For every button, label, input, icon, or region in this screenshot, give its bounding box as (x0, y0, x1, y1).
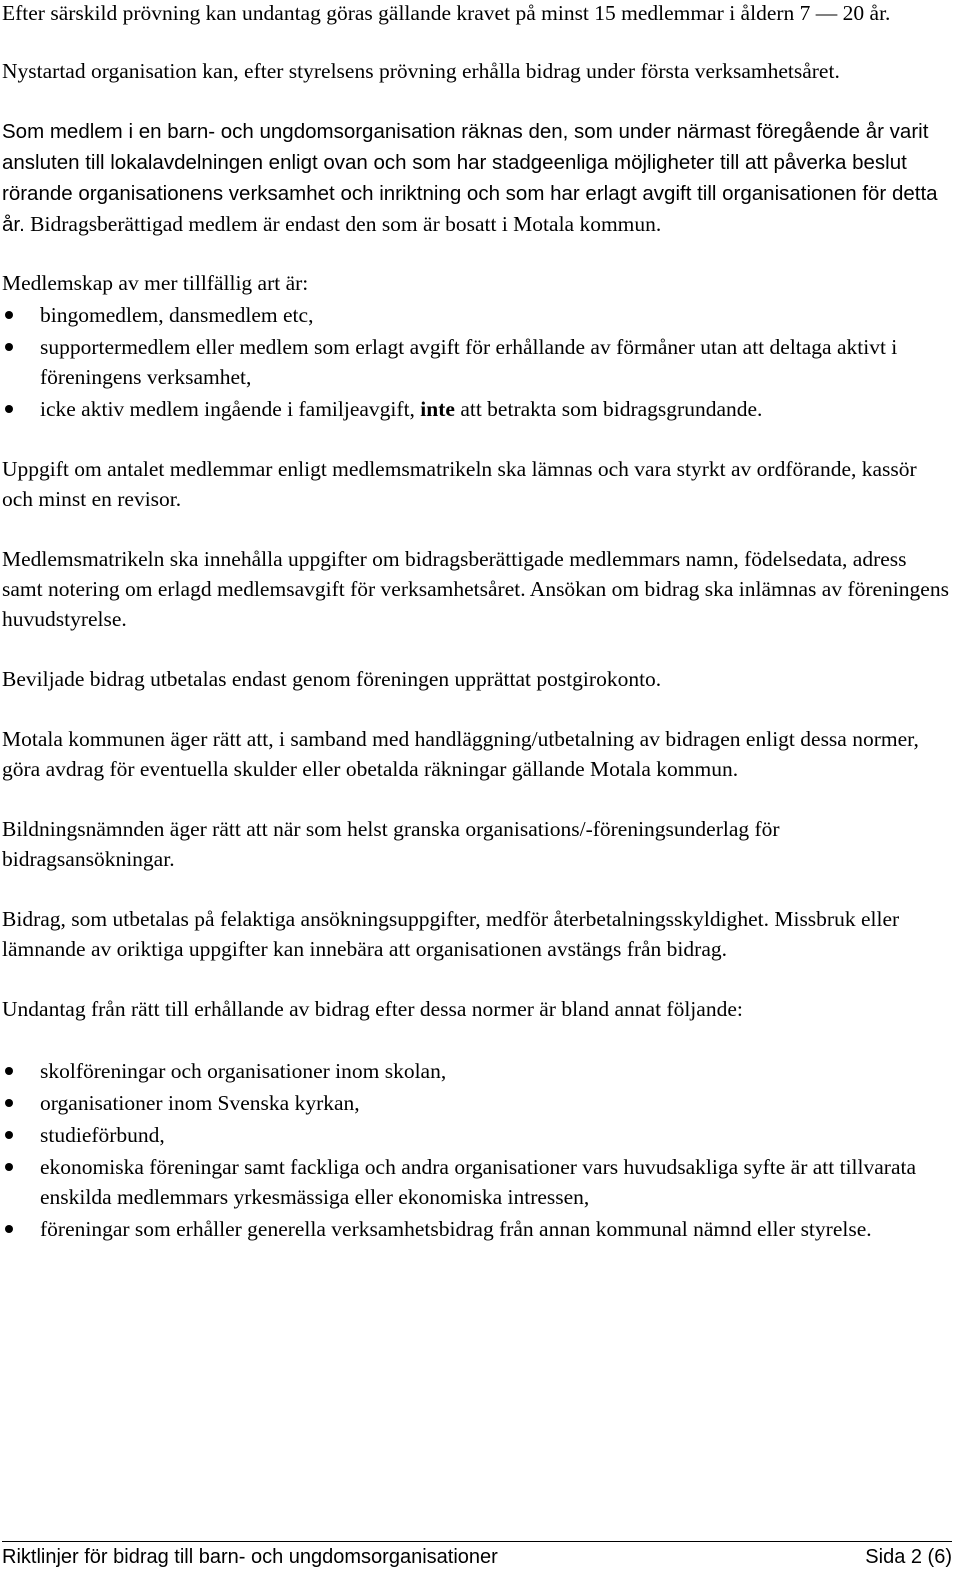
list-item-text: icke aktiv medlem ingående i familjeavgift, (40, 397, 421, 421)
paragraph-member-register: Medlemsmatrikeln ska innehålla uppgifter om bidragsberättigade medlemmars namn, födelsedata, adress samt notering om erlagd medlemsavgift för verksamhetsåret. Ansökan om bidrag ska inlämnas av föreningens huvudstyrelse. (2, 547, 949, 631)
list-item (2, 394, 950, 424)
paragraph-exemption-members: Efter särskild prövning kan undantag göras gällande kravet på minst 15 medlemmar i åldern 7 — 20 år. (2, 1, 891, 25)
paragraph-temporary-membership-intro: Medlemskap av mer tillfällig art är: (2, 271, 309, 295)
list-item: studieförbund, (2, 1120, 950, 1150)
paragraph-member-count: Uppgift om antalet medlemmar enligt medlemsmatrikeln ska lämnas och vara styrkt av ordförande, kassör och minst en revisor. (2, 457, 917, 511)
list-item: bingomedlem, dansmedlem etc, (2, 300, 950, 330)
list-item-text: att betrakta som bidragsgrundande. (454, 397, 763, 421)
paragraph-audit: Bildningsnämnden äger rätt att när som helst granska organisations/-föreningsunderlag för bidragsansökningar. (2, 817, 780, 871)
emphasis-text: inte (420, 397, 455, 421)
list-item: föreningar som erhåller generella verksamhetsbidrag från annan kommunal nämnd eller styrelse. (2, 1214, 950, 1244)
paragraph-new-organisation: Nystartad organisation kan, efter styrelsens prövning erhålla bidrag under första verksamhetsåret. (2, 59, 840, 83)
paragraph-member-definition (2, 116, 950, 240)
list-item: supportermedlem eller medlem som erlagt avgift för erhållande av förmåner utan att deltaga aktivt i föreningens verksamhet, (2, 332, 950, 392)
page-number: Sida 2 (6) (865, 1546, 952, 1568)
member-definition-text: Som medlem i en barn- och ungdomsorganisation räknas den, som under närmast föregående år varit ansluten till lokalavdelningen enligt ovan och som har stadgeenliga möjligheter till att påverka beslut rörande organisationens verksamhet och inriktning och som har erlagt avgift till organisationen för detta år. (2, 120, 938, 236)
list-item: ekonomiska föreningar samt fackliga och andra organisationer vars huvudsakliga syfte är att tillvarata enskilda medlemmars yrkesmässiga eller ekonomiska intressen, (2, 1152, 950, 1212)
exceptions-list (2, 1056, 950, 1244)
footer-title: Riktlinjer för bidrag till barn- och ungdomsorganisationer (2, 1546, 498, 1568)
paragraph-payment: Beviljade bidrag utbetalas endast genom föreningen upprättat postgirokonto. (2, 667, 662, 691)
paragraph-deductions: Motala kommunen äger rätt att, i samband med handläggning/utbetalning av bidragen enligt dessa normer, göra avdrag för eventuella skulder eller obetalda räkningar gällande Motala kommun. (2, 727, 919, 781)
paragraph-exceptions-intro: Undantag från rätt till erhållande av bidrag efter dessa normer är bland annat följande: (2, 997, 743, 1021)
list-item: skolföreningar och organisationer inom skolan, (2, 1056, 950, 1086)
temporary-membership-list (2, 300, 950, 424)
page-footer (2, 1541, 952, 1571)
member-residency-text: Bidragsberättigad medlem är endast den som är bosatt i Motala kommun. (30, 212, 662, 236)
list-item: organisationer inom Svenska kyrkan, (2, 1088, 950, 1118)
paragraph-repayment: Bidrag, som utbetalas på felaktiga ansökningsuppgifter, medför återbetalningsskyldighet. Missbruk eller lämnande av oriktiga uppgifter kan innebära att organisationen avstängs från bidrag. (2, 907, 900, 961)
